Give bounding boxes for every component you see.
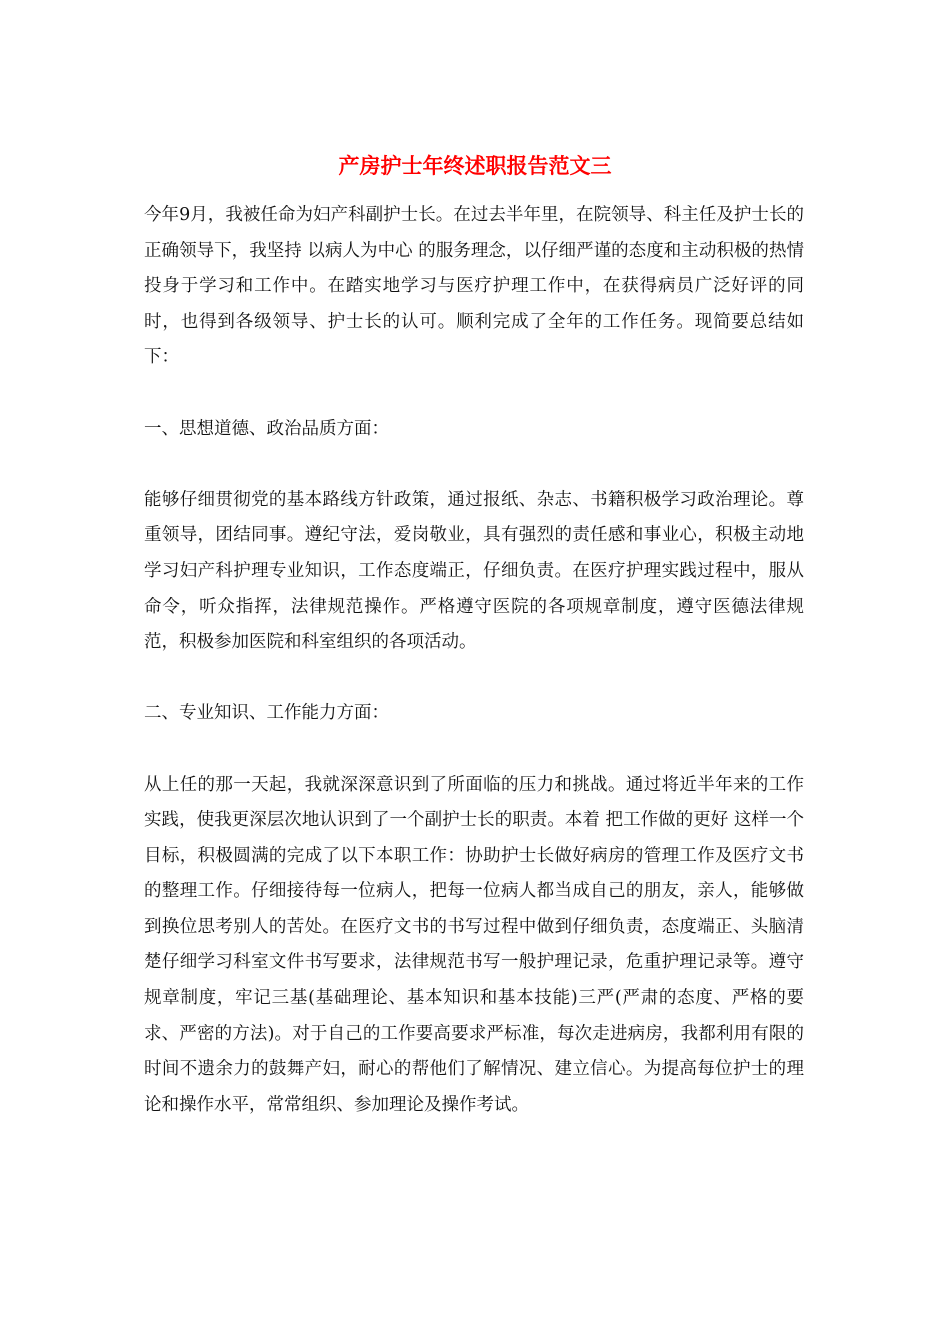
paragraph-gap — [144, 447, 804, 483]
document-title: 产房护士年终述职报告范文三 — [338, 153, 612, 178]
paragraph-intro: 今年9月，我被任命为妇产科副护士长。在过去半年里，在院领导、科主任及护士长的正确领导下，我坚持 以病人为中心 的服务理念，以仔细严谨的态度和主动积极的热情投身于学习和工作中。在踏实地学习与医疗护理工作中，在获得病员广泛好评的同时，也得到各级领导、护士长的认可。顺利完成了全年的工作任务。现简要总结如下： — [144, 205, 804, 368]
section-heading-ideology: 一、思想道德、政治品质方面： — [144, 418, 389, 439]
paragraph-gap — [144, 732, 804, 768]
document-body — [144, 198, 804, 1123]
paragraph-professional: 从上任的那一天起，我就深深意识到了所面临的压力和挑战。通过将近半年来的工作实践，使我更深层次地认识到了一个副护士长的职责。本着 把工作做的更好 这样一个目标，积极圆满的完成了以下本职工作：协助护士长做好病房的管理工作及医疗文书的整理工作。仔细接待每一位病人，把每一位病人都当成自己的朋友，亲人，能够做到换位思考别人的苦处。在医疗文书的书写过程中做到仔细负责，态度端正、头脑清楚仔细学习科室文件书写要求，法律规范书写一般护理记录，危重护理记录等。遵守规章制度，牢记三基(基础理论、基本知识和基本技能)三严(严肃的态度、严格的要求、严密的方法)。对于自己的工作要高要求严标准，每次走进病房，我都利用有限的时间不遗余力的鼓舞产妇，耐心的帮他们了解情况、建立信心。为提高每位护士的理论和操作水平，常常组织、参加理论及操作考试。 — [144, 774, 804, 1115]
paragraph-gap — [144, 661, 804, 697]
paragraph-ideology: 能够仔细贯彻党的基本路线方针政策，通过报纸、杂志、书籍积极学习政治理论。尊重领导，团结同事。遵纪守法，爱岗敬业，具有强烈的责任感和事业心，积极主动地学习妇产科护理专业知识，工作态度端正，仔细负责。在医疗护理实践过程中，服从命令，听众指挥，法律规范操作。严格遵守医院的各项规章制度，遵守医德法律规范，积极参加医院和科室组织的各项活动。 — [144, 489, 804, 653]
section-heading-professional: 二、专业知识、工作能力方面： — [144, 703, 389, 724]
paragraph-gap — [144, 376, 804, 412]
